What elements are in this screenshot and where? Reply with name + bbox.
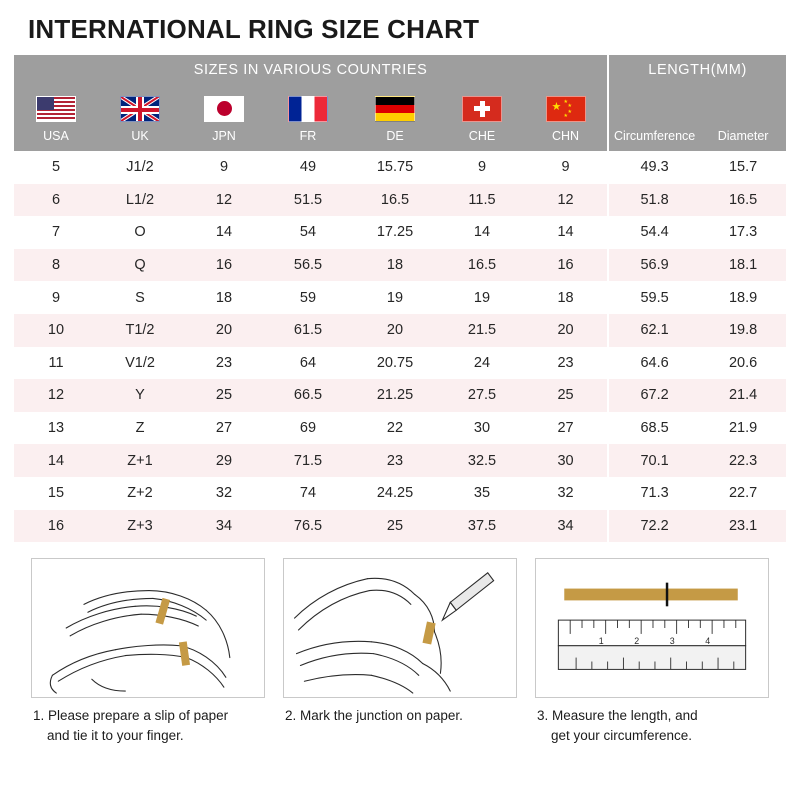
cell-de: 22 bbox=[350, 412, 440, 445]
cell-de: 15.75 bbox=[350, 151, 440, 184]
svg-text:3: 3 bbox=[669, 635, 675, 646]
instruction-step-1 bbox=[31, 558, 265, 745]
cell-che: 14 bbox=[440, 216, 524, 249]
cell-che: 35 bbox=[440, 477, 524, 510]
cell-circumference: 68.5 bbox=[608, 412, 700, 445]
cell-diameter: 15.7 bbox=[700, 151, 786, 184]
flag-france-icon bbox=[288, 96, 328, 122]
cell-usa: 11 bbox=[14, 347, 98, 380]
instruction-caption-1: 1. Please prepare a slip of paper and tie it to your finger. bbox=[33, 708, 229, 743]
flag-cell-diameter bbox=[700, 85, 786, 127]
cell-de: 20 bbox=[350, 314, 440, 347]
cell-che: 32.5 bbox=[440, 444, 524, 477]
cell-de: 19 bbox=[350, 281, 440, 314]
cell-che: 30 bbox=[440, 412, 524, 445]
cell-usa: 15 bbox=[14, 477, 98, 510]
cell-uk: Y bbox=[98, 379, 182, 412]
cell-circumference: 64.6 bbox=[608, 347, 700, 380]
cell-che: 16.5 bbox=[440, 249, 524, 282]
table-row bbox=[14, 510, 786, 543]
cell-chn: 34 bbox=[524, 510, 608, 543]
cell-diameter: 18.9 bbox=[700, 281, 786, 314]
cell-chn: 14 bbox=[524, 216, 608, 249]
cell-jpn: 14 bbox=[182, 216, 266, 249]
table-row bbox=[14, 281, 786, 314]
hand-with-paper-strip-illustration bbox=[31, 558, 265, 698]
cell-chn: 27 bbox=[524, 412, 608, 445]
cell-uk: Z+2 bbox=[98, 477, 182, 510]
cell-diameter: 19.8 bbox=[700, 314, 786, 347]
cell-chn: 25 bbox=[524, 379, 608, 412]
flag-cell-france bbox=[266, 85, 350, 127]
cell-circumference: 67.2 bbox=[608, 379, 700, 412]
cell-chn: 9 bbox=[524, 151, 608, 184]
cell-uk: Z bbox=[98, 412, 182, 445]
instruction-step-2 bbox=[283, 558, 517, 745]
cell-uk: T1/2 bbox=[98, 314, 182, 347]
cell-chn: 16 bbox=[524, 249, 608, 282]
cell-circumference: 51.8 bbox=[608, 184, 700, 217]
svg-text:1: 1 bbox=[598, 635, 604, 646]
cell-usa: 8 bbox=[14, 249, 98, 282]
cell-uk: Z+3 bbox=[98, 510, 182, 543]
cell-circumference: 59.5 bbox=[608, 281, 700, 314]
cell-circumference: 72.2 bbox=[608, 510, 700, 543]
cell-chn: 20 bbox=[524, 314, 608, 347]
table-row bbox=[14, 379, 786, 412]
cell-fr: 54 bbox=[266, 216, 350, 249]
cell-usa: 6 bbox=[14, 184, 98, 217]
cell-diameter: 23.1 bbox=[700, 510, 786, 543]
table-row bbox=[14, 184, 786, 217]
flag-cell-usa bbox=[14, 85, 98, 127]
cell-circumference: 49.3 bbox=[608, 151, 700, 184]
cell-jpn: 18 bbox=[182, 281, 266, 314]
cell-diameter: 21.4 bbox=[700, 379, 786, 412]
flag-uk-icon bbox=[120, 96, 160, 122]
cell-circumference: 56.9 bbox=[608, 249, 700, 282]
cell-jpn: 23 bbox=[182, 347, 266, 380]
cell-de: 23 bbox=[350, 444, 440, 477]
cell-jpn: 12 bbox=[182, 184, 266, 217]
column-header-diameter: Diameter bbox=[700, 127, 786, 151]
cell-diameter: 20.6 bbox=[700, 347, 786, 380]
flag-cell-china bbox=[524, 85, 608, 127]
cell-jpn: 9 bbox=[182, 151, 266, 184]
cell-uk: O bbox=[98, 216, 182, 249]
cell-fr: 51.5 bbox=[266, 184, 350, 217]
column-header-fr: FR bbox=[266, 127, 350, 151]
cell-fr: 61.5 bbox=[266, 314, 350, 347]
cell-jpn: 34 bbox=[182, 510, 266, 543]
cell-fr: 56.5 bbox=[266, 249, 350, 282]
column-header-uk: UK bbox=[98, 127, 182, 151]
table-row bbox=[14, 249, 786, 282]
cell-chn: 12 bbox=[524, 184, 608, 217]
cell-fr: 69 bbox=[266, 412, 350, 445]
flag-switzerland-icon bbox=[462, 96, 502, 122]
cell-uk: L1/2 bbox=[98, 184, 182, 217]
cell-che: 27.5 bbox=[440, 379, 524, 412]
column-header-che: CHE bbox=[440, 127, 524, 151]
cell-che: 11.5 bbox=[440, 184, 524, 217]
cell-fr: 64 bbox=[266, 347, 350, 380]
cell-de: 20.75 bbox=[350, 347, 440, 380]
cell-usa: 5 bbox=[14, 151, 98, 184]
cell-de: 25 bbox=[350, 510, 440, 543]
cell-fr: 49 bbox=[266, 151, 350, 184]
cell-jpn: 32 bbox=[182, 477, 266, 510]
cell-circumference: 54.4 bbox=[608, 216, 700, 249]
column-header-usa: USA bbox=[14, 127, 98, 151]
cell-diameter: 22.7 bbox=[700, 477, 786, 510]
cell-chn: 18 bbox=[524, 281, 608, 314]
flag-china-icon: ★ ★ ★ ★ ★ bbox=[546, 96, 586, 122]
cell-de: 18 bbox=[350, 249, 440, 282]
cell-chn: 23 bbox=[524, 347, 608, 380]
cell-fr: 66.5 bbox=[266, 379, 350, 412]
table-row bbox=[14, 412, 786, 445]
cell-uk: Z+1 bbox=[98, 444, 182, 477]
cell-che: 19 bbox=[440, 281, 524, 314]
cell-che: 37.5 bbox=[440, 510, 524, 543]
cell-chn: 32 bbox=[524, 477, 608, 510]
table-group-header-row bbox=[14, 55, 786, 85]
flag-cell-circumference bbox=[608, 85, 700, 127]
table-row bbox=[14, 347, 786, 380]
cell-jpn: 27 bbox=[182, 412, 266, 445]
cell-chn: 30 bbox=[524, 444, 608, 477]
svg-text:2: 2 bbox=[634, 635, 640, 646]
cell-fr: 71.5 bbox=[266, 444, 350, 477]
table-row bbox=[14, 314, 786, 347]
cell-usa: 12 bbox=[14, 379, 98, 412]
cell-usa: 10 bbox=[14, 314, 98, 347]
page-title: INTERNATIONAL RING SIZE CHART bbox=[28, 14, 480, 44]
cell-diameter: 22.3 bbox=[700, 444, 786, 477]
instruction-step-3 bbox=[535, 558, 769, 745]
cell-usa: 9 bbox=[14, 281, 98, 314]
group-header-countries: SIZES IN VARIOUS COUNTRIES bbox=[14, 55, 608, 85]
column-header-de: DE bbox=[350, 127, 440, 151]
flag-cell-japan bbox=[182, 85, 266, 127]
cell-jpn: 29 bbox=[182, 444, 266, 477]
svg-text:4: 4 bbox=[705, 635, 711, 646]
cell-de: 16.5 bbox=[350, 184, 440, 217]
cell-usa: 16 bbox=[14, 510, 98, 543]
cell-uk: Q bbox=[98, 249, 182, 282]
cell-che: 9 bbox=[440, 151, 524, 184]
cell-che: 21.5 bbox=[440, 314, 524, 347]
instruction-caption-2: 2. Mark the junction on paper. bbox=[285, 708, 463, 724]
cell-fr: 59 bbox=[266, 281, 350, 314]
cell-diameter: 16.5 bbox=[700, 184, 786, 217]
column-header-circumference: Circumference bbox=[608, 127, 700, 151]
instruction-caption-3: 3. Measure the length, and get your circumference. bbox=[537, 708, 698, 743]
cell-fr: 74 bbox=[266, 477, 350, 510]
cell-diameter: 21.9 bbox=[700, 412, 786, 445]
cell-jpn: 20 bbox=[182, 314, 266, 347]
flag-japan-icon bbox=[204, 96, 244, 122]
cell-de: 24.25 bbox=[350, 477, 440, 510]
cell-uk: V1/2 bbox=[98, 347, 182, 380]
table-flag-row bbox=[14, 85, 786, 127]
table-row bbox=[14, 444, 786, 477]
paper-strip-on-ruler-illustration bbox=[535, 558, 769, 698]
table-row bbox=[14, 477, 786, 510]
hand-marking-paper-with-pen-illustration bbox=[283, 558, 517, 698]
flag-germany-icon bbox=[375, 96, 415, 122]
cell-usa: 14 bbox=[14, 444, 98, 477]
cell-uk: J1/2 bbox=[98, 151, 182, 184]
table-column-code-row bbox=[14, 127, 786, 151]
cell-diameter: 18.1 bbox=[700, 249, 786, 282]
cell-usa: 13 bbox=[14, 412, 98, 445]
cell-jpn: 25 bbox=[182, 379, 266, 412]
instructions-section bbox=[0, 558, 800, 745]
table-row bbox=[14, 216, 786, 249]
column-header-chn: CHN bbox=[524, 127, 608, 151]
cell-de: 17.25 bbox=[350, 216, 440, 249]
cell-diameter: 17.3 bbox=[700, 216, 786, 249]
cell-circumference: 70.1 bbox=[608, 444, 700, 477]
flag-cell-switzerland bbox=[440, 85, 524, 127]
cell-fr: 76.5 bbox=[266, 510, 350, 543]
cell-de: 21.25 bbox=[350, 379, 440, 412]
cell-uk: S bbox=[98, 281, 182, 314]
ring-size-table bbox=[14, 55, 786, 542]
cell-jpn: 16 bbox=[182, 249, 266, 282]
flag-cell-uk bbox=[98, 85, 182, 127]
table-body bbox=[14, 151, 786, 542]
cell-circumference: 62.1 bbox=[608, 314, 700, 347]
table-row bbox=[14, 151, 786, 184]
group-header-length: LENGTH(MM) bbox=[608, 55, 786, 85]
cell-usa: 7 bbox=[14, 216, 98, 249]
cell-circumference: 71.3 bbox=[608, 477, 700, 510]
column-header-jpn: JPN bbox=[182, 127, 266, 151]
flag-cell-germany bbox=[350, 85, 440, 127]
cell-che: 24 bbox=[440, 347, 524, 380]
flag-usa-icon bbox=[36, 96, 76, 122]
